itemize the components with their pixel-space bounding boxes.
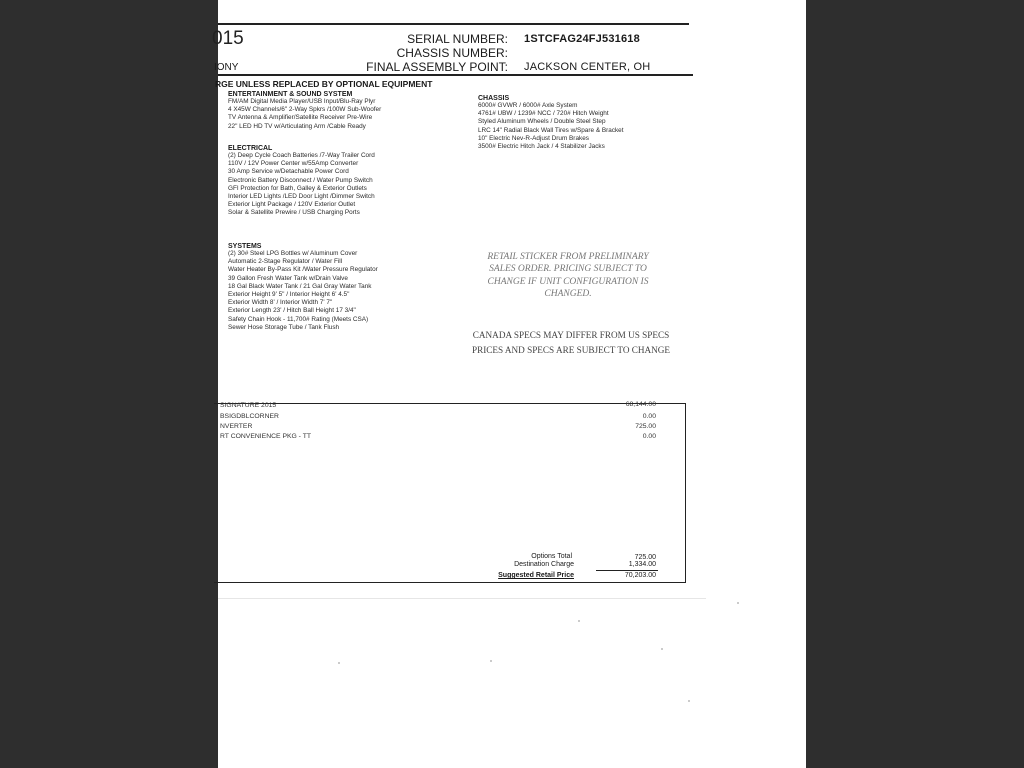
section-title: SYSTEMS [228, 243, 262, 250]
model-name: IONY [214, 62, 239, 73]
option-row-name: SIGNATURE 2015 [220, 402, 277, 409]
spec-item: 10" Electric Nev-R-Adjust Drum Brakes [478, 134, 589, 142]
spec-item: LRC 14" Radial Black Wall Tires w/Spare & Bracket [478, 126, 624, 134]
spec-item: Safety Chain Hook - 11,700# Rating (Meets CSA) [228, 315, 369, 323]
suggested-retail-price-value: 70,203.00 [624, 572, 656, 579]
spec-item: 22" LED HD TV w/Articulating Arm /Cable Ready [228, 122, 366, 130]
header-bottom-rule [218, 74, 693, 76]
suggested-retail-price-label: Suggested Retail Price [498, 572, 574, 579]
final-assembly-label: FINAL ASSEMBLY POINT: [366, 60, 508, 74]
spec-item: 4761# UBW / 1239# NCC / 720# Hitch Weight [478, 110, 609, 118]
scan-speck [578, 620, 580, 622]
notice-line: SALES ORDER. PRICING SUBJECT TO [489, 264, 647, 275]
model-year: 015 [212, 28, 244, 49]
section-title: ELECTRICAL [228, 145, 273, 152]
notice-line: CANADA SPECS MAY DIFFER FROM US SPECS [472, 330, 670, 340]
spec-item: Electronic Battery Disconnect / Water Pump Switch [228, 176, 373, 184]
options-total-value: 725.00 [634, 554, 656, 561]
spec-item: Interior LED Lights /LED Door Light /Dimmer Switch [228, 193, 375, 201]
spec-item: Exterior Height 9' 5" / Interior Height 6' 4.5" [228, 291, 350, 299]
spec-item: Automatic 2-Stage Regulator / Water Fill [228, 258, 343, 266]
spec-item: TV Antenna & Amplifier/Satellite Receiver Pre-Wire [228, 114, 373, 122]
chassis-number-label: CHASSIS NUMBER: [396, 46, 508, 60]
spec-item: 110V / 12V Power Center w/55Amp Converter [228, 160, 359, 168]
final-assembly-value: JACKSON CENTER, OH [524, 61, 651, 73]
option-row-amount: 725.00 [635, 423, 656, 430]
section-title: ENTERTAINMENT & SOUND SYSTEM [228, 91, 353, 98]
section-title: CHASSIS [478, 95, 510, 102]
spec-item: Sewer Hose Storage Tube / Tank Flush [228, 323, 340, 331]
scan-speck [737, 602, 739, 604]
spec-item: 30 Amp Service w/Detachable Power Cord [228, 168, 349, 176]
spec-item: FM/AM Digital Media Player/USB Input/Blu-Ray Plyr [228, 98, 376, 105]
notice-line: CHANGE IF UNIT CONFIGURATION IS [487, 276, 649, 287]
standard-equipment-heading: RGE UNLESS REPLACED BY OPTIONAL EQUIPMENT [215, 79, 433, 89]
electrical-section [228, 145, 375, 218]
spec-item: Solar & Satellite Prewire / USB Charging Ports [228, 209, 360, 217]
scan-speck [688, 700, 690, 702]
spec-item: 4 X45W Channels/6" 2-Way Spkrs /100W Sub-Woofer [228, 106, 382, 114]
header-top-rule [218, 23, 689, 25]
option-row-name: NVERTER [220, 423, 253, 430]
spec-item: (2) 30# Steel LPG Bottles w/ Aluminum Cover [228, 250, 358, 257]
option-row-name: RT CONVENIENCE PKG - TT [220, 433, 312, 440]
spec-item: (2) Deep Cycle Coach Batteries /7-Way Trailer Cord [228, 152, 375, 159]
right-background-bar [806, 0, 1024, 768]
spec-item: Exterior Width 8' / Interior Width 7' 7" [228, 299, 333, 307]
window-sticker-document [212, 0, 806, 768]
option-row-amount: 0.00 [642, 433, 656, 440]
spec-item: 39 Gallon Fresh Water Tank w/Drain Valve [228, 274, 348, 282]
chassis-section [478, 95, 624, 151]
scan-page-edge [218, 598, 706, 599]
option-row-name: BSIGDBLCORNER [220, 413, 279, 420]
scan-speck [490, 660, 492, 662]
spec-item: GFI Protection for Bath, Galley & Exterior Outlets [228, 184, 367, 192]
left-background-bar [0, 0, 218, 768]
option-row-amount: 0.00 [642, 413, 656, 420]
systems-section [228, 243, 378, 332]
entertainment-section [228, 91, 381, 131]
options-total-label: Options Total [531, 553, 572, 560]
destination-charge-value: 1,334.00 [628, 561, 656, 568]
destination-charge-label: Destination Charge [514, 561, 574, 568]
canada-specs-notice [456, 328, 686, 357]
spec-item: 18 Gal Black Water Tank / 21 Gal Gray Water Tank [228, 282, 372, 290]
scan-speck [338, 662, 340, 664]
preliminary-pricing-notice [463, 251, 673, 301]
notice-line: PRICES AND SPECS ARE SUBJECT TO CHANGE [471, 344, 671, 355]
serial-number-value: 1STCFAG24FJ531618 [524, 33, 640, 45]
spec-item: Exterior Length 23' / Hitch Ball Height 17 3/4" [228, 307, 356, 315]
option-row-amount: 68,144.00 [625, 401, 656, 408]
scan-speck [661, 648, 663, 650]
serial-number-label: SERIAL NUMBER: [407, 32, 508, 46]
total-underline [596, 570, 658, 571]
spec-item: Styled Aluminum Wheels / Double Steel Step [478, 118, 606, 126]
spec-item: Exterior Light Package / 120V Exterior Outlet [228, 201, 356, 209]
spec-item: 6000# GVWR / 6000# Axle System [478, 102, 578, 109]
notice-line: RETAIL STICKER FROM PRELIMINARY [487, 252, 649, 262]
notice-line: CHANGED. [544, 289, 592, 300]
spec-item: Water Heater By-Pass Kit /Water Pressure Regulator [228, 266, 378, 274]
spec-item: 3500# Electric Hitch Jack / 4 Stabilizer Jacks [478, 143, 605, 151]
